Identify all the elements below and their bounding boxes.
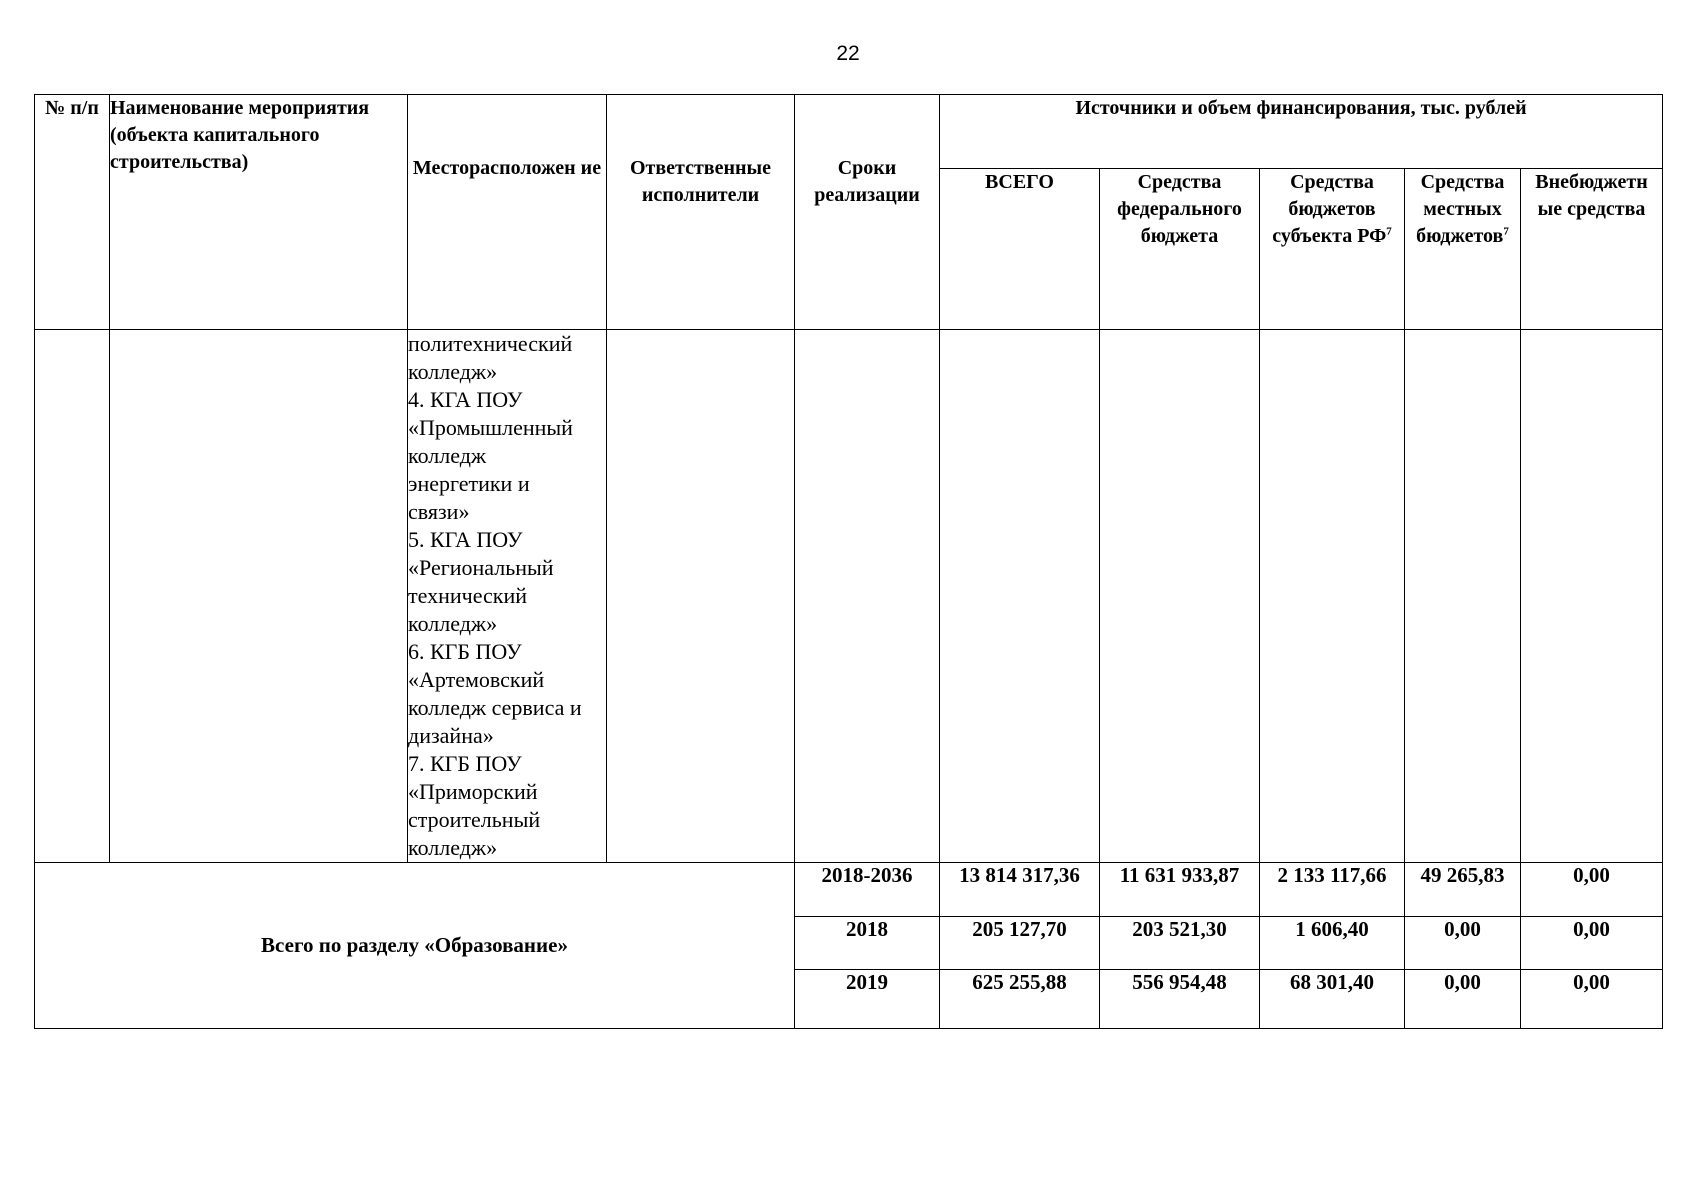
location-line: 4. КГА ПОУ — [408, 387, 523, 412]
header-local-footnote: 7 — [1503, 225, 1509, 238]
header-federal: Средства федерального бюджета — [1100, 169, 1260, 330]
cell-total — [940, 330, 1100, 863]
header-name: Наименование мероприятия (объекта капитального строительства) — [110, 95, 408, 330]
total-federal: 556 954,48 — [1100, 970, 1260, 1029]
location-line: колледж сервиса и — [408, 695, 582, 720]
total-all: 625 255,88 — [940, 970, 1100, 1029]
continued-row — [35, 330, 1663, 863]
header-local — [1405, 169, 1521, 330]
location-line: колледж» — [408, 611, 498, 636]
location-line: 5. КГА ПОУ — [408, 527, 523, 552]
cell-name — [110, 330, 408, 863]
total-subject: 2 133 117,66 — [1260, 863, 1405, 917]
header-total: ВСЕГО — [940, 169, 1100, 330]
header-extra: Внебюджетн ые средства — [1521, 169, 1663, 330]
total-federal: 203 521,30 — [1100, 917, 1260, 970]
total-extra: 0,00 — [1521, 917, 1663, 970]
location-line: «Артемовский — [408, 667, 545, 692]
header-num: № п/п — [35, 95, 110, 330]
page-number: 22 — [836, 42, 860, 65]
cell-responsible — [607, 330, 795, 863]
cell-local — [1405, 330, 1521, 863]
location-line: колледж» — [408, 359, 498, 384]
total-subject: 68 301,40 — [1260, 970, 1405, 1029]
financing-table — [34, 94, 1663, 1029]
total-period: 2018 — [795, 917, 940, 970]
cell-federal — [1100, 330, 1260, 863]
total-row — [35, 863, 1663, 917]
total-all: 13 814 317,36 — [940, 863, 1100, 917]
total-local: 0,00 — [1405, 970, 1521, 1029]
location-line: связи» — [408, 499, 470, 524]
total-subject: 1 606,40 — [1260, 917, 1405, 970]
location-line: дизайна» — [408, 723, 494, 748]
total-local: 49 265,83 — [1405, 863, 1521, 917]
location-line: энергетики и — [408, 471, 530, 496]
location-line: колледж» — [408, 835, 498, 860]
total-federal: 11 631 933,87 — [1100, 863, 1260, 917]
cell-extra — [1521, 330, 1663, 863]
total-extra: 0,00 — [1521, 863, 1663, 917]
location-line: политехнический — [408, 331, 573, 356]
location-line: «Региональный — [408, 555, 554, 580]
total-all: 205 127,70 — [940, 917, 1100, 970]
cell-subject — [1260, 330, 1405, 863]
total-local: 0,00 — [1405, 917, 1521, 970]
total-period: 2018-2036 — [795, 863, 940, 917]
cell-terms — [795, 330, 940, 863]
total-extra: 0,00 — [1521, 970, 1663, 1029]
location-line: «Приморский — [408, 779, 538, 804]
header-subject-label: Средства бюджетов субъекта РФ — [1272, 171, 1387, 247]
location-line: 7. КГБ ПОУ — [408, 751, 522, 776]
location-line: 6. КГБ ПОУ — [408, 639, 522, 664]
total-label: Всего по разделу «Образование» — [35, 863, 795, 1029]
header-responsible: Ответственные исполнители — [607, 95, 795, 330]
location-line: строительный — [408, 807, 541, 832]
header-location: Месторасположен ие — [408, 95, 607, 330]
location-line: технический — [408, 583, 528, 608]
location-line: колледж — [408, 443, 487, 468]
cell-num — [35, 330, 110, 863]
total-period: 2019 — [795, 970, 940, 1029]
location-line: «Промышленный — [408, 415, 573, 440]
header-financing-group: Источники и объем финансирования, тыс. рублей — [940, 95, 1663, 169]
header-terms: Сроки реализации — [795, 95, 940, 330]
header-subject-footnote: 7 — [1386, 225, 1392, 238]
header-local-label: Средства местных бюджетов — [1416, 171, 1505, 247]
header-subject — [1260, 169, 1405, 330]
cell-location — [408, 330, 607, 863]
